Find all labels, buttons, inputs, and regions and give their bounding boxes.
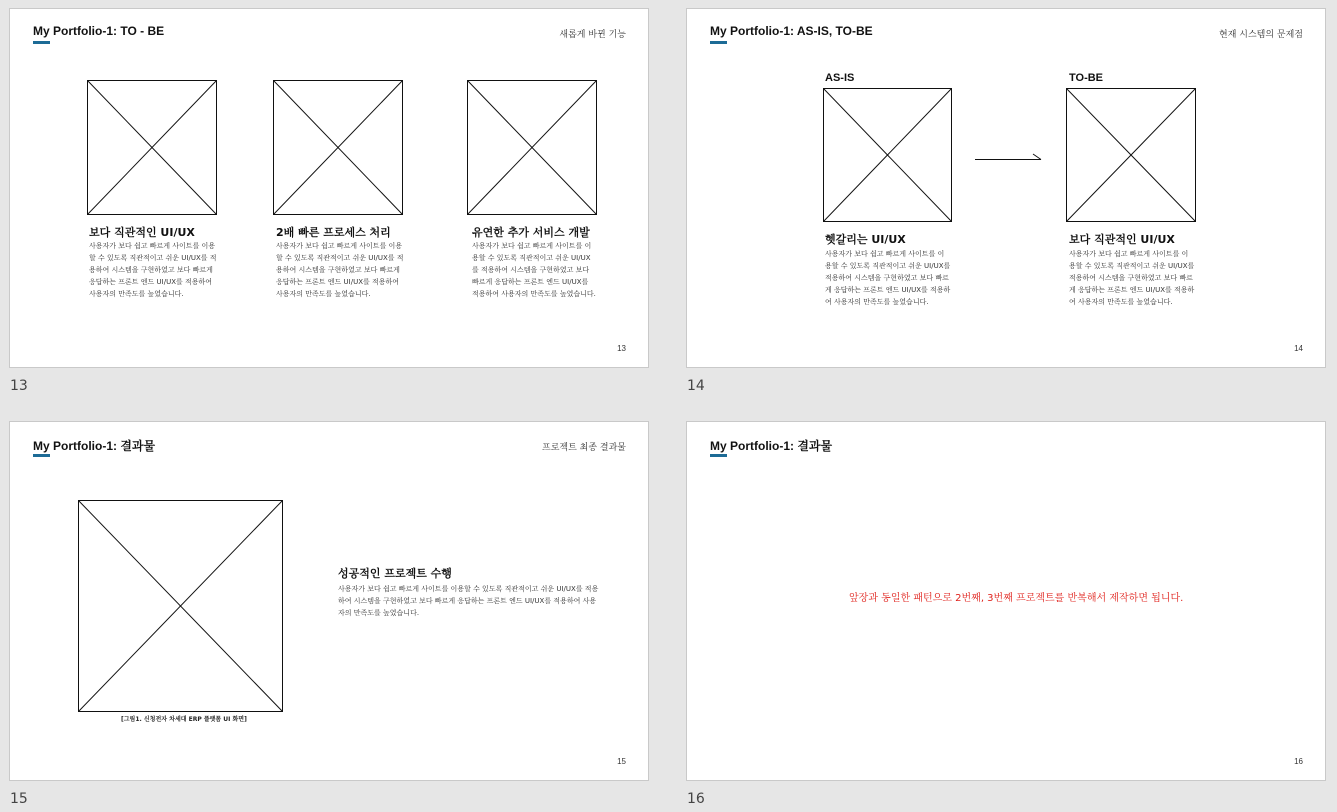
slide-15[interactable] [9, 421, 649, 781]
image-placeholder-icon [273, 80, 403, 215]
slide-thumbnail-number: 14 [687, 378, 705, 394]
tobe-label: TO-BE [1069, 72, 1104, 84]
asis-label: AS-IS [825, 72, 855, 84]
slide-subtitle: 현재 시스템의 문제점 [1219, 30, 1303, 40]
title-underline [33, 454, 50, 457]
instruction-note: 앞장과 동일한 패턴으로 2번째, 3번째 프로젝트를 반복해서 제작하면 됩니다. [849, 593, 1184, 604]
image-placeholder-icon [78, 500, 283, 712]
figure-caption: [그림1. 신청전자 차세대 ERP 플랫폼 UI 화면] [121, 716, 247, 723]
card-title: 성공적인 프로젝트 수행 [338, 567, 452, 580]
slide-title: My Portfolio-1: TO - BE [33, 24, 165, 38]
slide-16[interactable] [686, 421, 1326, 781]
slide-thumbnail-number: 13 [10, 378, 28, 394]
title-underline [710, 41, 727, 44]
card-title: 보다 직관적인 UI/UX [1069, 233, 1175, 246]
image-placeholder-icon [467, 80, 597, 215]
card-body: 사용자가 보다 쉽고 빠르게 사이트를 이용할 수 있도록 직관적이고 쉬운 UI/UX를 적용하여 시스템을 구현하였고 보다 빠르게 응답하는 프론트 엔드 UI/UX를 적용하여 사용자의 만족도를 높였습니다. [89, 242, 217, 298]
image-placeholder-icon [823, 88, 952, 222]
card-title: 헷갈리는 UI/UX [825, 233, 906, 246]
slide-title: My Portfolio-1: 결과물 [33, 439, 156, 453]
page-number: 13 [617, 344, 626, 353]
image-placeholder-icon [1066, 88, 1196, 222]
card-body: 사용자가 보다 쉽고 빠르게 사이트를 이용할 수 있도록 직관적이고 쉬운 UI/UX를 적용하여 시스템을 구현하였고 보다 빠르게 응답하는 프론트 엔드 UI/UX를 적용하여 사용자의 만족도를 높였습니다. [825, 250, 951, 306]
arrow-right-icon [975, 152, 1043, 162]
card-title: 2배 빠른 프로세스 처리 [276, 226, 391, 239]
image-placeholder-icon [87, 80, 217, 215]
slide-thumbnail-number: 16 [687, 791, 705, 807]
page-number: 16 [1294, 757, 1303, 766]
card-body: 사용자가 보다 쉽고 빠르게 사이트를 이용할 수 있도록 직관적이고 쉬운 UI/UX를 적용하여 시스템을 구현하였고 보다 빠르게 응답하는 프론트 엔드 UI/UX를 적용하여 사용자의 만족도를 높였습니다. [1069, 250, 1195, 306]
slide-subtitle: 프로젝트 최종 결과물 [542, 443, 626, 453]
slide-subtitle: 새롭게 바뀐 기능 [559, 30, 626, 40]
slide-title: My Portfolio-1: AS-IS, TO-BE [710, 24, 873, 38]
card-body: 사용자가 보다 쉽고 빠르게 사이트를 이용할 수 있도록 직관적이고 쉬운 UI/UX를 적용하여 시스템을 구현하였고 보다 빠르게 응답하는 프론트 엔드 UI/UX를 적용하여 사용자의 만족도를 높였습니다. [338, 585, 599, 617]
card-body: 사용자가 보다 쉽고 빠르게 사이트를 이용할 수 있도록 직관적이고 쉬운 UI/UX를 적용하여 시스템을 구현하였고 보다 빠르게 응답하는 프론트 엔드 UI/UX를 적용하여 사용자의 만족도를 높였습니다. [472, 242, 596, 298]
slide-title: My Portfolio-1: 결과물 [710, 439, 833, 453]
card-title: 유연한 추가 서비스 개발 [472, 226, 590, 239]
slide-13[interactable] [9, 8, 649, 368]
card-title: 보다 직관적인 UI/UX [89, 226, 195, 239]
page-number: 15 [617, 757, 626, 766]
title-underline [33, 41, 50, 44]
title-underline [710, 454, 727, 457]
slide-14[interactable] [686, 8, 1326, 368]
page-number: 14 [1294, 344, 1303, 353]
card-body: 사용자가 보다 쉽고 빠르게 사이트를 이용할 수 있도록 직관적이고 쉬운 UI/UX를 적용하여 시스템을 구현하였고 보다 빠르게 응답하는 프론트 엔드 UI/UX를 적용하여 사용자의 만족도를 높였습니다. [276, 242, 404, 298]
slide-thumbnail-number: 15 [10, 791, 28, 807]
